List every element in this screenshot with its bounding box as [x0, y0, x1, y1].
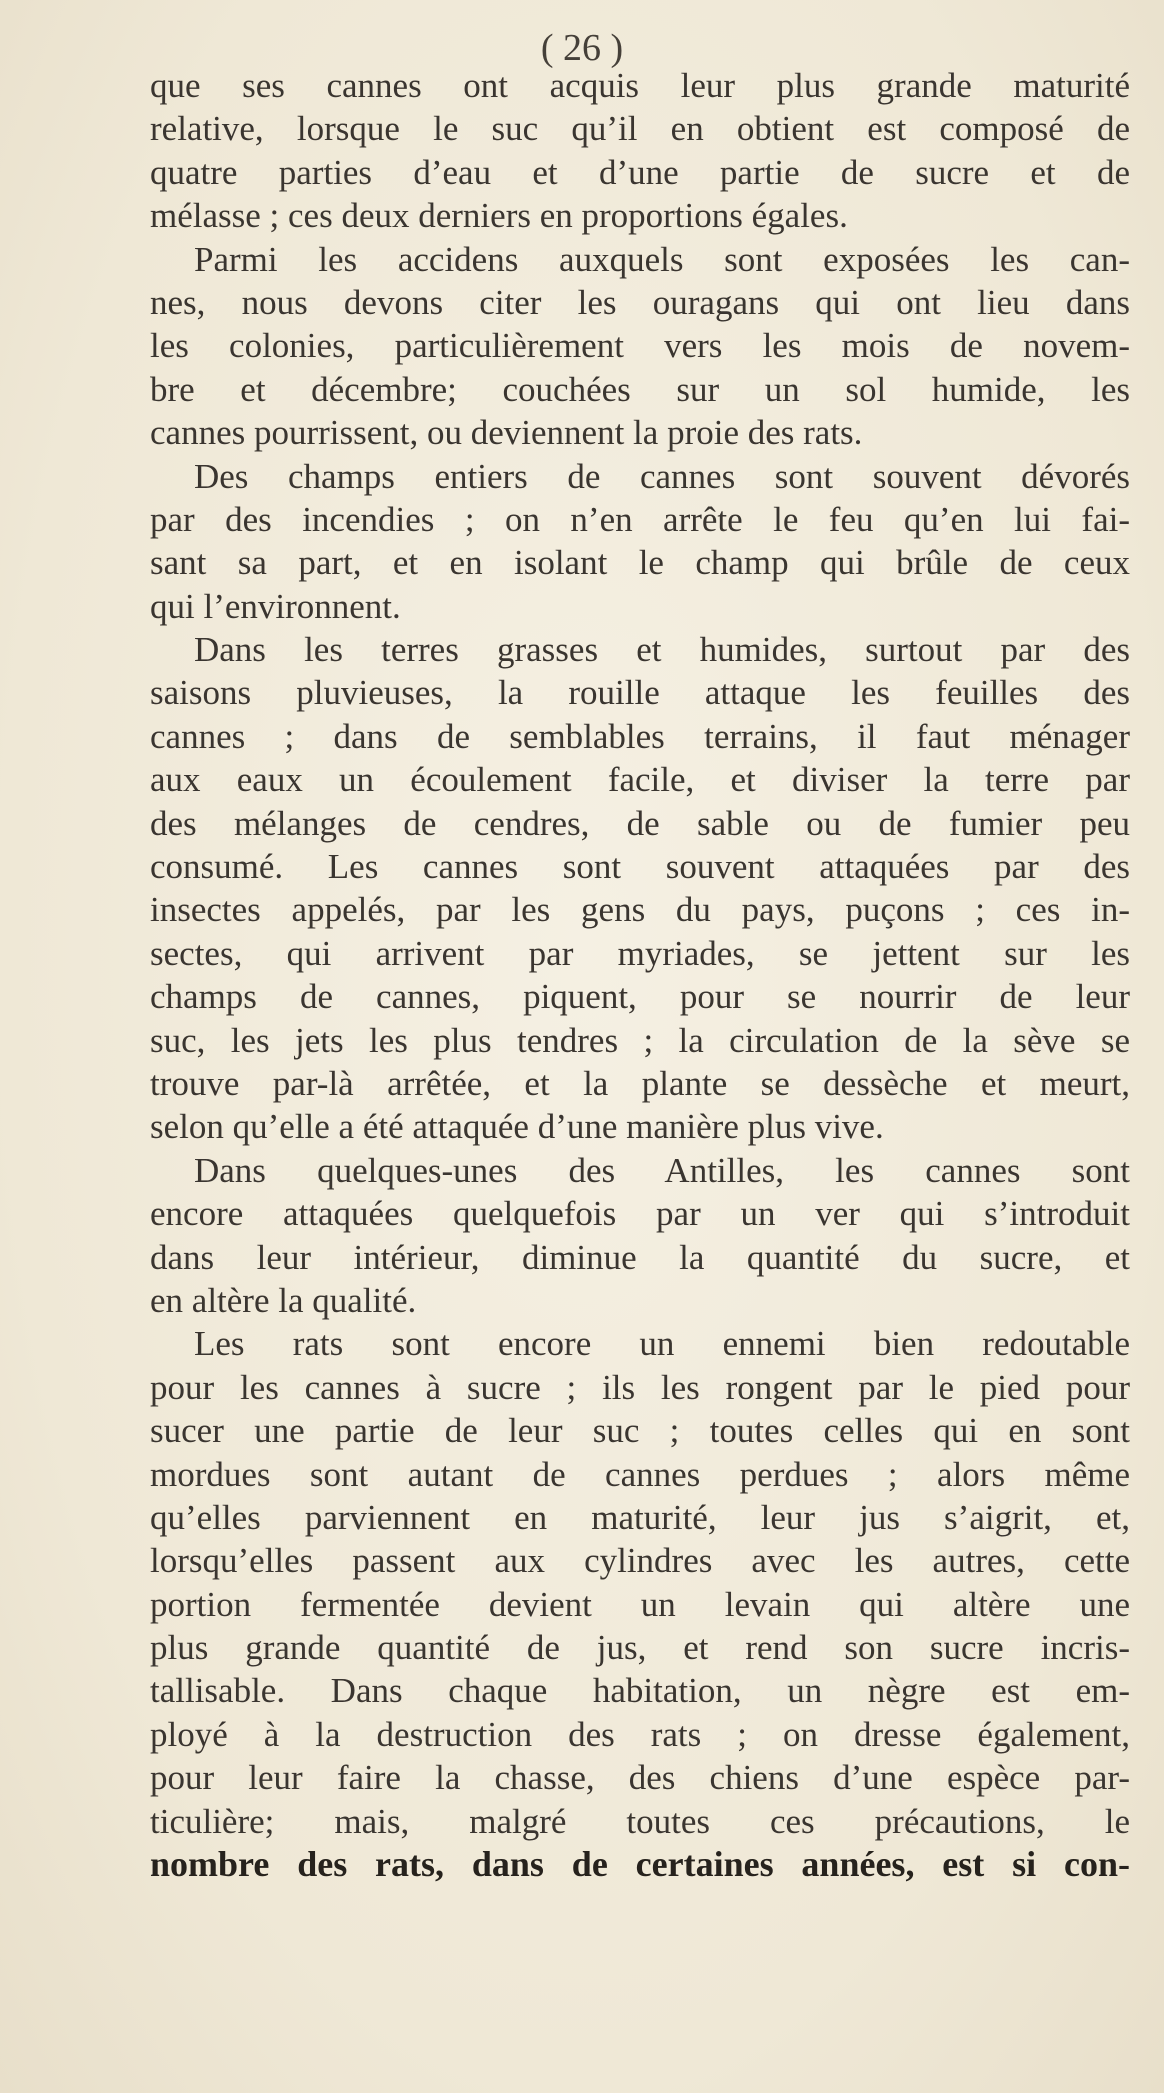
text-line: mordues sont autant de cannes perdues ; alors même	[150, 1454, 1130, 1494]
text-line: trouve par-là arrêtée, et la plante se dessèche et meurt,	[150, 1063, 1130, 1103]
text-line: Dans les terres grasses et humides, surtout par des	[194, 630, 1130, 670]
body-text	[150, 64, 1130, 1886]
text-line: selon qu’elle a été attaquée d’une manière plus vive.	[150, 1107, 884, 1147]
text-line: que ses cannes ont acquis leur plus grande maturité	[150, 66, 1130, 105]
page-number: ( 26 )	[540, 27, 624, 69]
text-line: nombre des rats, dans de certaines années, est si con-	[150, 1844, 1130, 1885]
text-line: quatre parties d’eau et d’une partie de sucre et de	[150, 152, 1130, 192]
text-line: Des champs entiers de cannes sont souvent dévorés	[194, 456, 1130, 496]
text-line: cannes pourrissent, ou deviennent la proie des rats.	[150, 413, 863, 453]
text-line: Les rats sont encore un ennemi bien redoutable	[194, 1324, 1130, 1364]
text-line: sucer une partie de leur suc ; toutes celles qui en sont	[150, 1411, 1130, 1451]
text-line: mélasse ; ces deux derniers en proportions égales.	[150, 196, 848, 236]
text-line: nes, nous devons citer les ouragans qui ont lieu dans	[150, 282, 1130, 322]
text-line: Dans quelques-unes des Antilles, les cannes sont	[194, 1150, 1130, 1190]
text-line: champs de cannes, piquent, pour se nourrir de leur	[150, 977, 1130, 1017]
text-line: lorsqu’elles passent aux cylindres avec les autres, cette	[150, 1541, 1130, 1581]
text-line: par des incendies ; on n’en arrête le feu qu’en lui fai-	[150, 499, 1130, 539]
text-line: dans leur intérieur, diminue la quantité du sucre, et	[150, 1237, 1130, 1277]
text-line: les colonies, particulièrement vers les mois de novem-	[150, 326, 1130, 366]
text-line: en altère la qualité.	[150, 1280, 417, 1320]
text-line: portion fermentée devient un levain qui altère une	[150, 1584, 1130, 1624]
text-line: consumé. Les cannes sont souvent attaquées par des	[150, 847, 1130, 887]
text-line: plus grande quantité de jus, et rend son sucre incris-	[150, 1628, 1130, 1668]
text-line: tallisable. Dans chaque habitation, un nègre est em-	[150, 1671, 1130, 1711]
text-line: des mélanges de cendres, de sable ou de fumier peu	[150, 803, 1130, 843]
text-line: qui l’environnent.	[150, 586, 401, 626]
text-line: suc, les jets les plus tendres ; la circulation de la sève se	[150, 1020, 1130, 1060]
text-line: pour leur faire la chasse, des chiens d’une espèce par-	[150, 1758, 1130, 1798]
text-line: Parmi les accidens auxquels sont exposées les can-	[194, 239, 1130, 279]
text-line: ticulière; mais, malgré toutes ces précautions, le	[150, 1801, 1130, 1841]
text-line: encore attaquées quelquefois par un ver qui s’introduit	[150, 1194, 1130, 1234]
text-line: sant sa part, et en isolant le champ qui brûle de ceux	[150, 543, 1130, 583]
text-line: aux eaux un écoulement facile, et diviser la terre par	[150, 760, 1130, 800]
text-line: insectes appelés, par les gens du pays, puçons ; ces in-	[150, 890, 1130, 930]
text-line: bre et décembre; couchées sur un sol humide, les	[150, 369, 1130, 409]
text-line: qu’elles parviennent en maturité, leur jus s’aigrit, et,	[150, 1497, 1130, 1537]
text-line: sectes, qui arrivent par myriades, se jettent sur les	[150, 933, 1130, 973]
text-line: pour les cannes à sucre ; ils les rongent par le pied pour	[150, 1367, 1130, 1407]
text-line: relative, lorsque le suc qu’il en obtient est composé de	[150, 109, 1130, 149]
text-line: saisons pluvieuses, la rouille attaque les feuilles des	[150, 673, 1130, 713]
final-line-wrapper	[150, 1843, 1130, 1886]
text-line: ployé à la destruction des rats ; on dresse également,	[150, 1714, 1130, 1754]
text-line: cannes ; dans de semblables terrains, il faut ménager	[150, 716, 1130, 756]
